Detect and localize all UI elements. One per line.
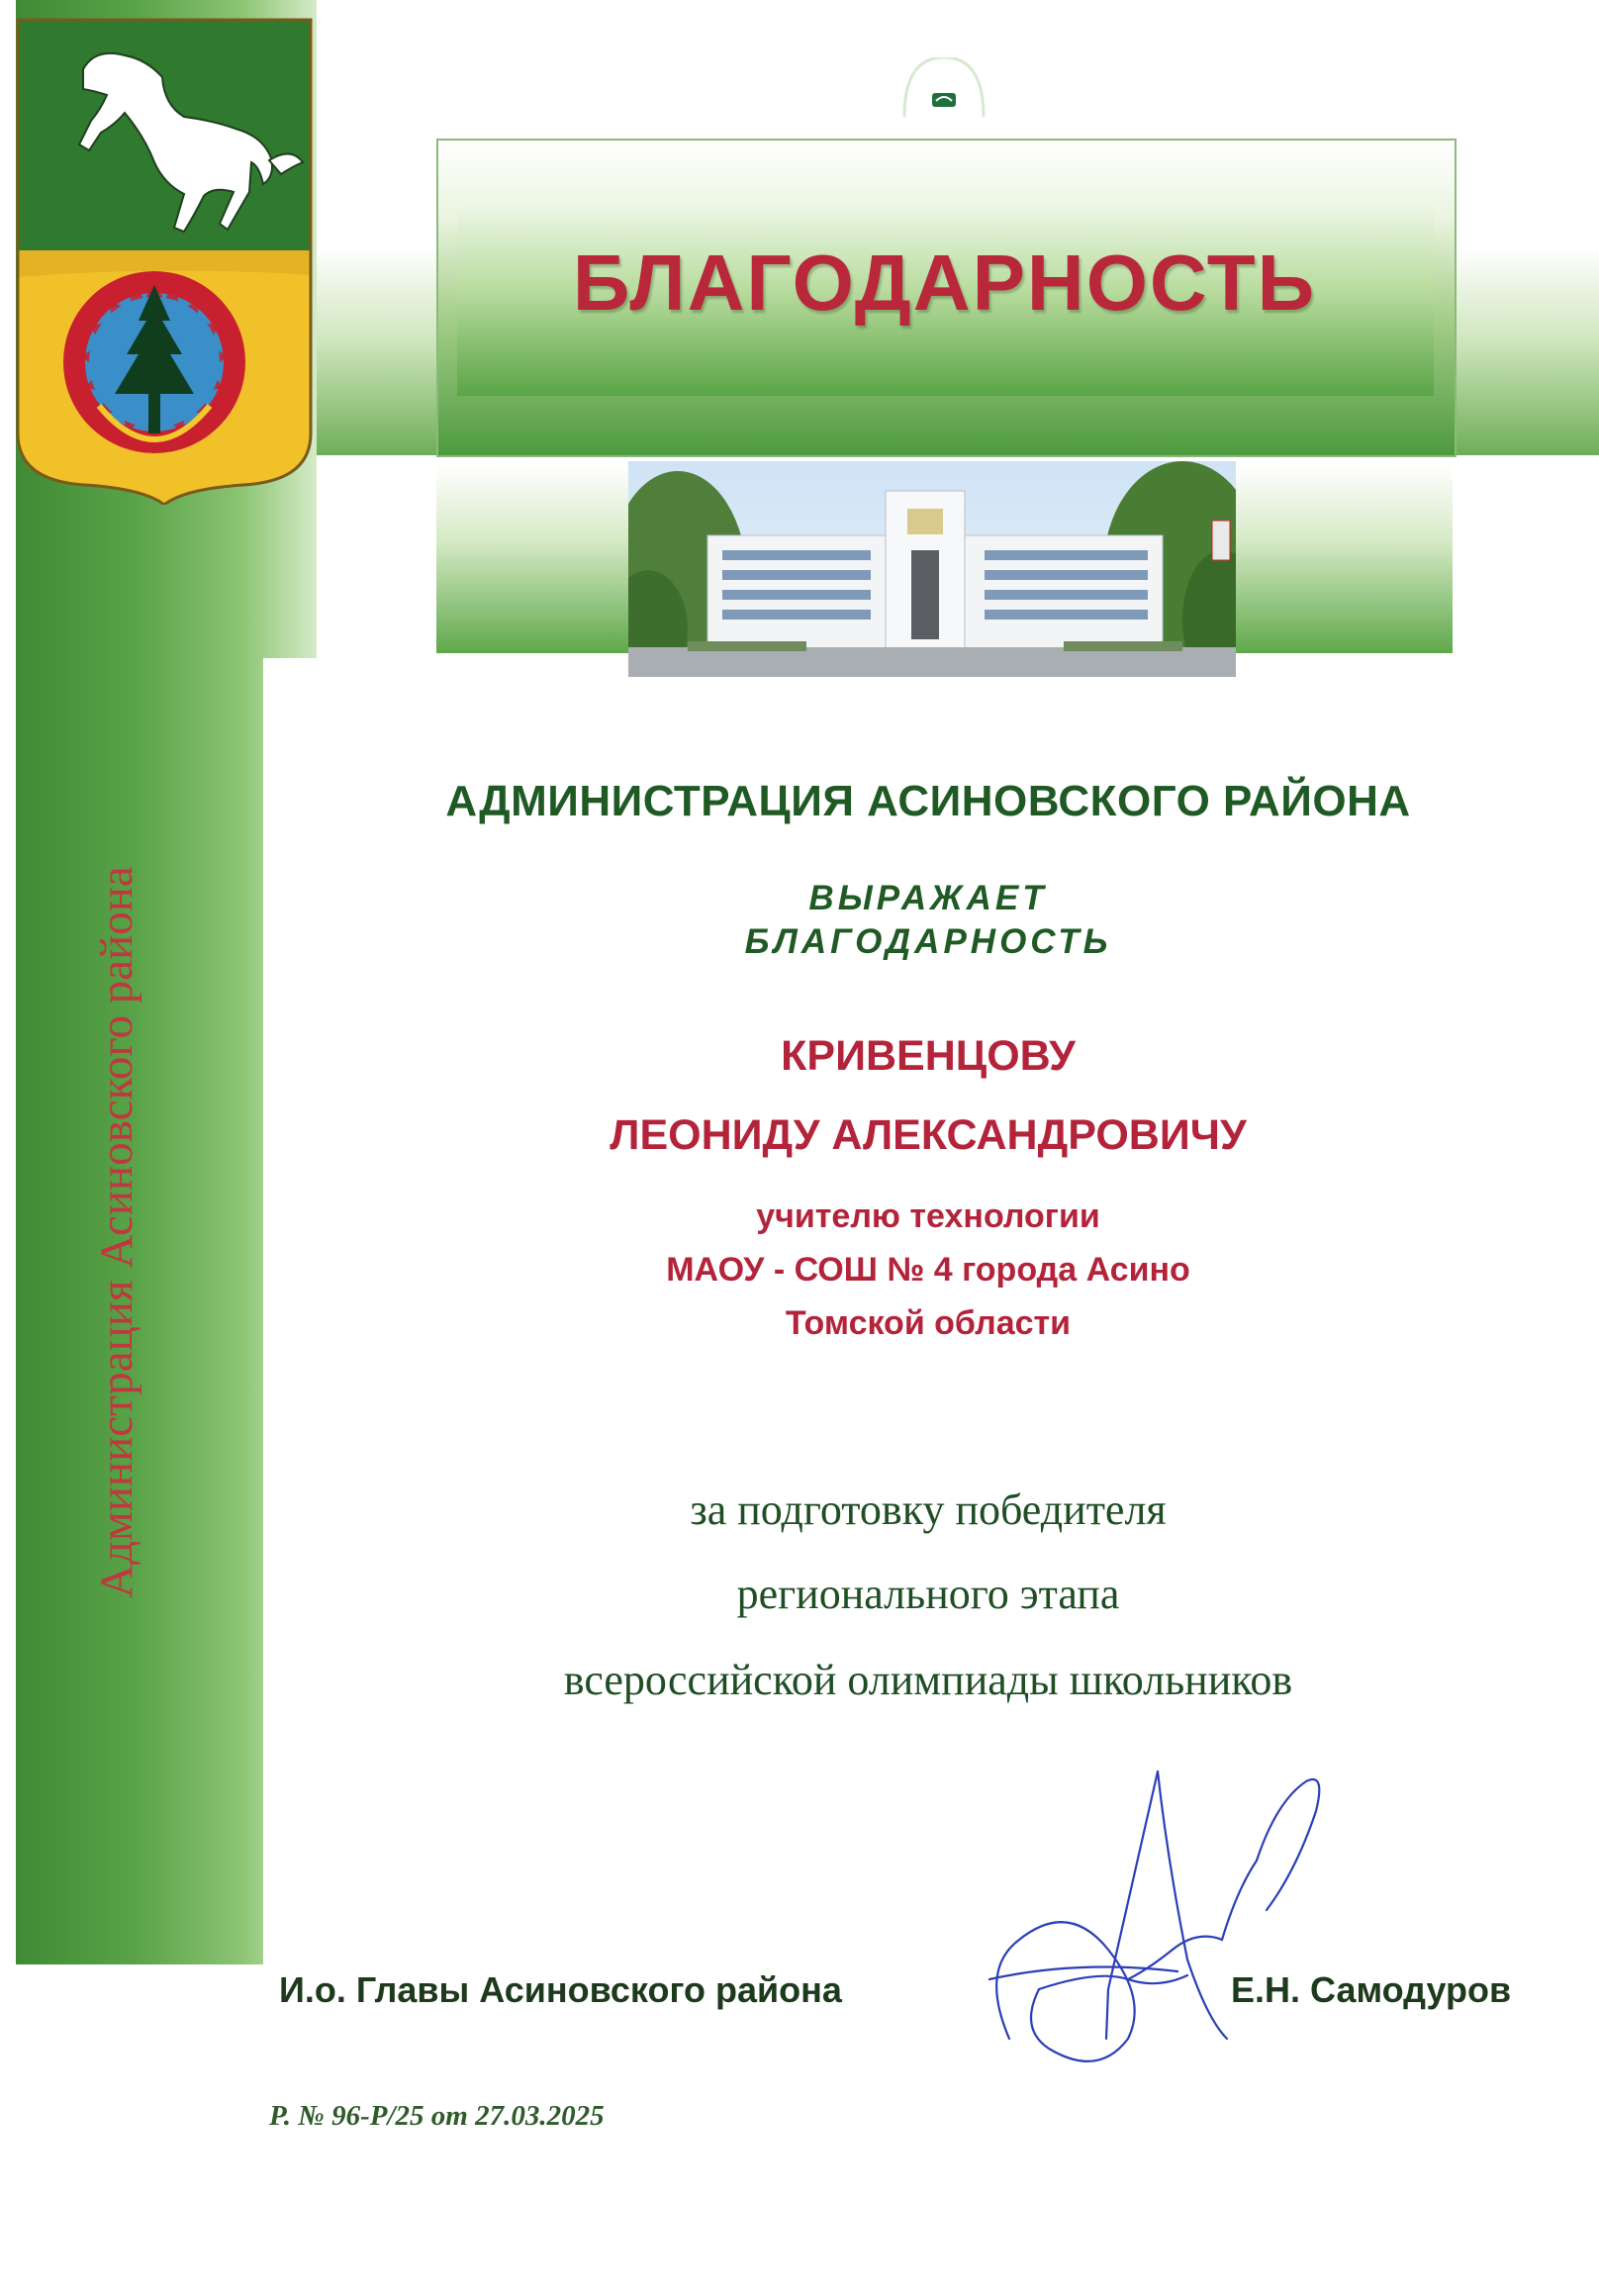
expresses-line-2: БЛАГОДАРНОСТЬ (744, 922, 1112, 961)
administration-building-photo (628, 461, 1236, 677)
recipient-region: Томской области (785, 1304, 1072, 1342)
recipient-school: МАОУ - СОШ № 4 города Асино (666, 1251, 1190, 1289)
header-stripe-left (317, 247, 436, 455)
vertical-title: Администрация Асиновского района (91, 866, 142, 1598)
decree-reference: Р. № 96-Р/25 от 27.03.2025 (269, 2100, 605, 2132)
certificate-title: БЛАГОДАРНОСТЬ (572, 239, 1317, 327)
photo-band-left (436, 465, 628, 653)
photo-band-right (1236, 465, 1453, 653)
top-emblem-icon (894, 57, 993, 117)
expresses-line-1: ВЫРАЖАЕТ (808, 879, 1048, 917)
reason-line-3: всероссийской олимпиады школьников (563, 1656, 1293, 1704)
handwritten-signature (980, 1742, 1336, 2068)
organization-name: АДМИНИСТРАЦИЯ АСИНОВСКОГО РАЙОНА (445, 777, 1411, 825)
fir-tree-emblem (63, 271, 245, 453)
recipient-given-names: ЛЕОНИДУ АЛЕКСАНДРОВИЧУ (610, 1111, 1247, 1159)
signer-name: Е.Н. Самодуров (1231, 1969, 1512, 2010)
reason-line-2: регионального этапа (736, 1570, 1120, 1618)
coat-of-arms-icon (16, 18, 313, 505)
header-stripe-right (1453, 247, 1599, 455)
recipient-surname: КРИВЕНЦОВУ (781, 1032, 1076, 1080)
signer-title: И.о. Главы Асиновского района (279, 1969, 842, 2010)
reason-line-1: за подготовку победителя (690, 1485, 1167, 1534)
recipient-position: учителю технологии (756, 1197, 1100, 1235)
